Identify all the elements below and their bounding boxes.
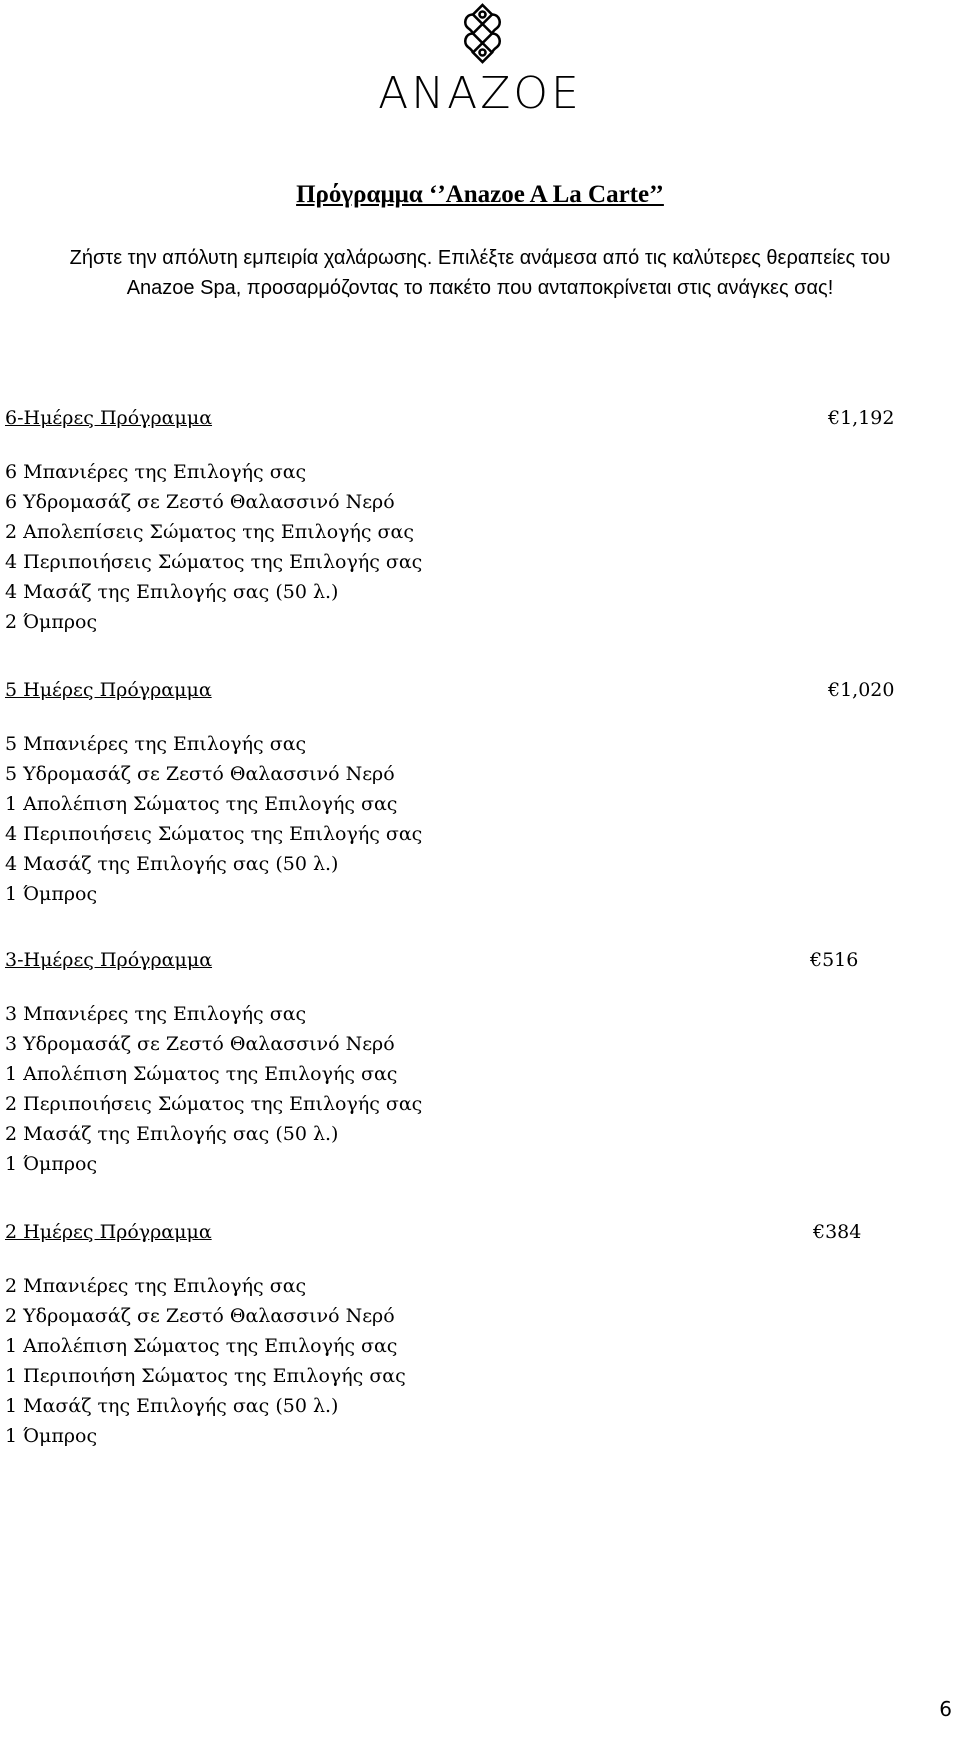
list-item: 1 Απολέπιση Σώματος της Επιλογής σας (5, 1063, 398, 1085)
list-item: 3 Υδρομασάζ σε Ζεστό Θαλασσινό Νερό (5, 1033, 395, 1055)
program-name: 5 Ημέρες Πρόγραμμα (5, 679, 212, 701)
list-item: 5 Μπανιέρες της Επιλογής σας (5, 733, 307, 755)
list-item: 1 Απολέπιση Σώματος της Επιλογής σας (5, 1335, 398, 1357)
intro-paragraph (0, 243, 960, 303)
program-items (5, 457, 915, 637)
list-item: 2 Μπανιέρες της Επιλογής σας (5, 1275, 307, 1297)
program-price: €516 (810, 949, 859, 971)
program-header (5, 675, 915, 705)
program-header (5, 945, 915, 975)
program-items (5, 729, 915, 909)
list-item: 5 Υδρομασάζ σε Ζεστό Θαλασσινό Νερό (5, 763, 395, 785)
program-price: €384 (813, 1221, 862, 1243)
logo (0, 0, 960, 130)
list-item: 1 Όμπρος (5, 1425, 98, 1447)
list-item: 1 Όμπρος (5, 1153, 98, 1175)
list-item: 6 Μπανιέρες της Επιλογής σας (5, 461, 307, 483)
list-item: 1 Απολέπιση Σώματος της Επιλογής σας (5, 793, 398, 815)
program-items (5, 1271, 915, 1451)
list-item: 4 Μασάζ της Επιλογής σας (50 λ.) (5, 853, 339, 875)
list-item: 2 Μασάζ της Επιλογής σας (50 λ.) (5, 1123, 339, 1145)
program-6-days (5, 403, 915, 637)
list-item: 2 Υδρομασάζ σε Ζεστό Θαλασσινό Νερό (5, 1305, 395, 1327)
list-item: 1 Μασάζ της Επιλογής σας (50 λ.) (5, 1395, 339, 1417)
list-item: 4 Περιποιήσεις Σώματος της Επιλογής σας (5, 551, 423, 573)
list-item: 4 Μασάζ της Επιλογής σας (50 λ.) (5, 581, 339, 603)
list-item: 4 Περιποιήσεις Σώματος της Επιλογής σας (5, 823, 423, 845)
list-item: 3 Μπανιέρες της Επιλογής σας (5, 1003, 307, 1025)
list-item: 2 Περιποιήσεις Σώματος της Επιλογής σας (5, 1093, 423, 1115)
list-item: 1 Περιποιήση Σώματος της Επιλογής σας (5, 1365, 406, 1387)
list-item: 6 Υδρομασάζ σε Ζεστό Θαλασσινό Νερό (5, 491, 395, 513)
program-price: €1,020 (828, 679, 895, 701)
intro-line: Anazoe Spa, προσαρμόζοντας το πακέτο που ανταποκρίνεται στις ανάγκες σας! (126, 277, 834, 299)
logo-wordmark: ANAZOE (378, 68, 582, 119)
program-name: 6-Ημέρες Πρόγραμμα (5, 407, 213, 429)
page-number: 6 (939, 1697, 952, 1721)
list-item: 2 Όμπρος (5, 611, 98, 633)
program-price: €1,192 (828, 407, 895, 429)
program-header (5, 403, 915, 433)
page-title: Πρόγραμμα ‘’Anazoe A La Carte’’ (296, 181, 664, 208)
program-5-days (5, 675, 915, 909)
ornament-icon (455, 2, 510, 66)
intro-line: Ζήστε την απόλυτη εμπειρία χαλάρωσης. Επιλέξτε ανάμεσα από τις καλύτερες θεραπείες του (69, 247, 891, 269)
program-name: 3-Ημέρες Πρόγραμμα (5, 949, 213, 971)
program-2-days (5, 1217, 915, 1451)
list-item: 2 Απολεπίσεις Σώματος της Επιλογής σας (5, 521, 415, 543)
program-3-days (5, 945, 915, 1179)
list-item: 1 Όμπρος (5, 883, 98, 905)
program-header (5, 1217, 915, 1247)
program-items (5, 999, 915, 1179)
program-name: 2 Ημέρες Πρόγραμμα (5, 1221, 212, 1243)
